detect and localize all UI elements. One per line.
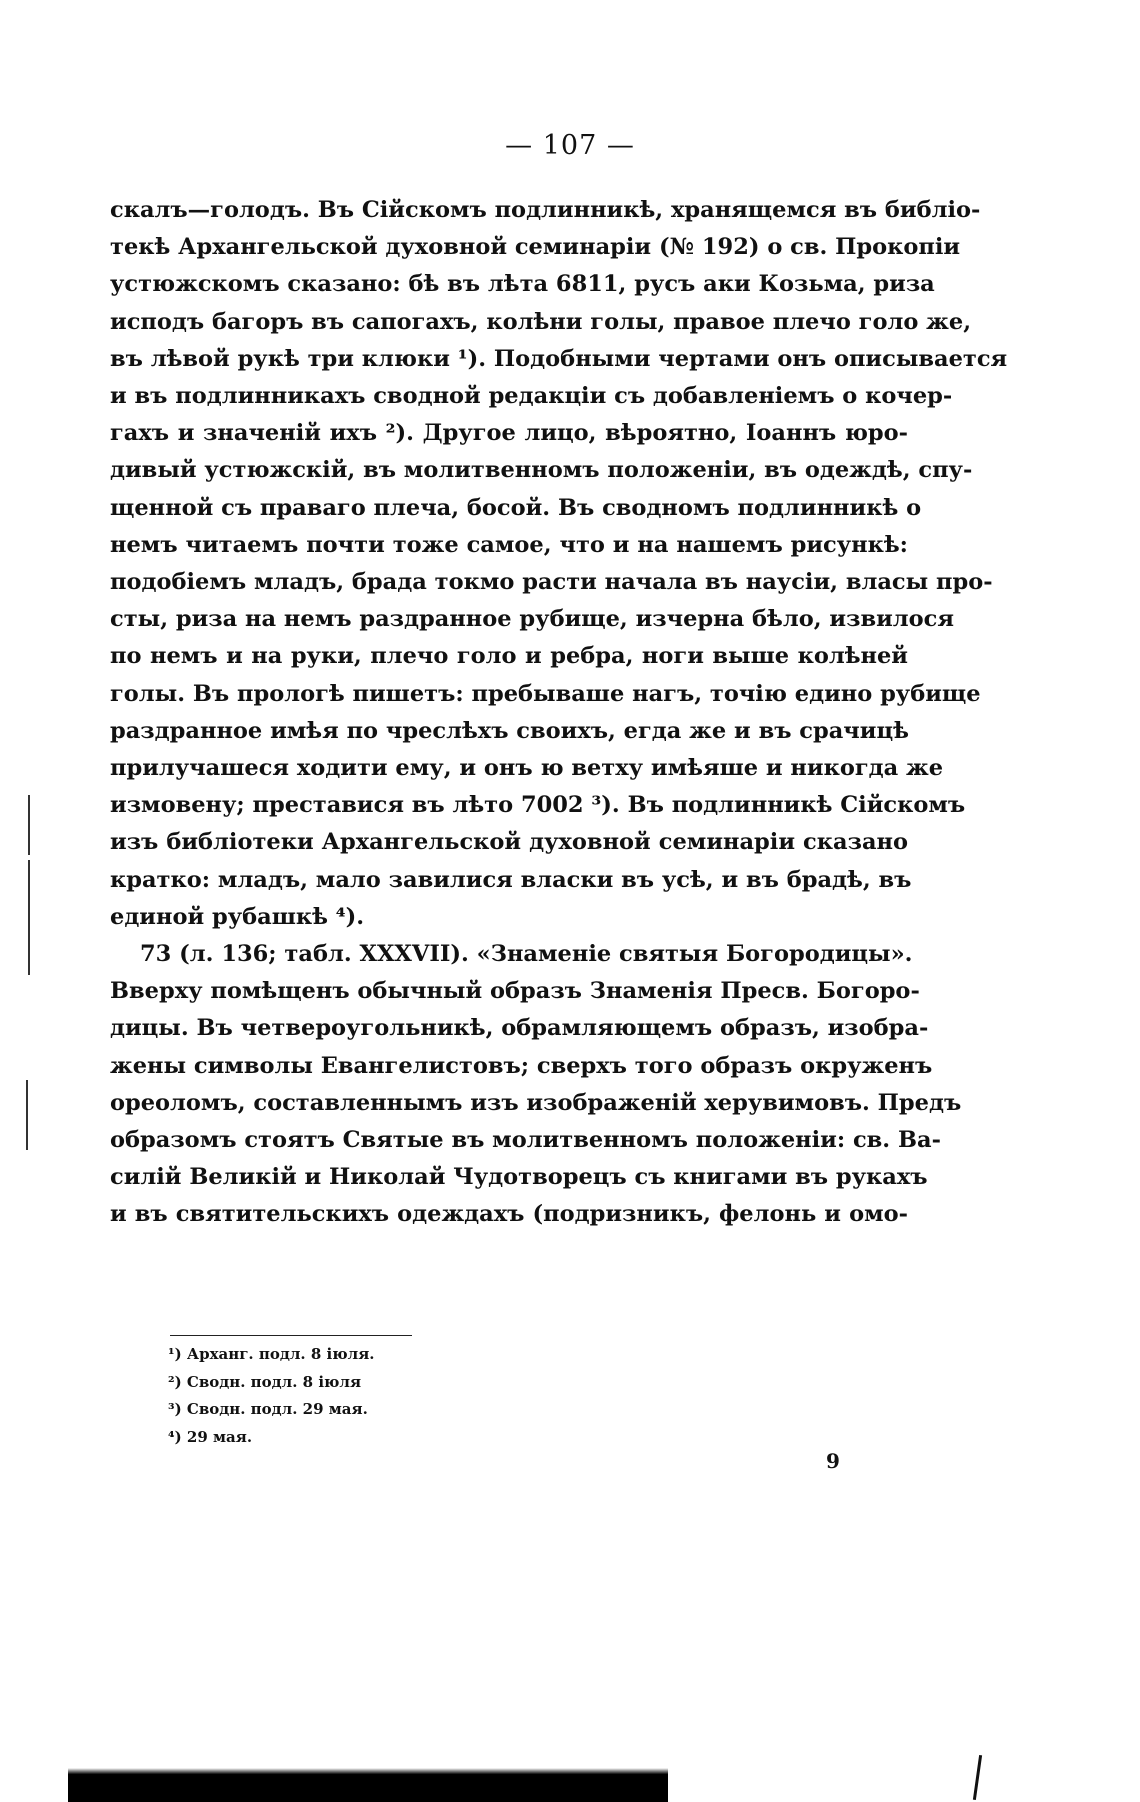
text-line: измовену; преставися въ лѣто 7002 ³). Въ подлинникѣ Сійскомъ xyxy=(110,792,966,819)
footnote: ¹) Арханг. подл. 8 іюля. xyxy=(168,1345,375,1363)
footnotes xyxy=(168,1341,375,1451)
text-line: ореоломъ, составленнымъ изъ изображеній херувимовъ. Предъ xyxy=(110,1089,962,1116)
text-line: раздранное имѣя по чреслѣхъ своихъ, егда же и въ срачицѣ xyxy=(110,717,909,744)
text-line: скалъ—голодъ. Въ Сійскомъ подлинникѣ, хранящемся въ библіо- xyxy=(110,197,981,223)
scan-edge-mark xyxy=(973,1755,982,1800)
text-line: подобіемъ младъ, брада токмо расти начала въ наусіи, власы про- xyxy=(110,569,993,596)
text-line: голы. Въ прологѣ пишетъ: пребываше нагъ, точію едино рубище xyxy=(110,680,981,707)
text-line: по немъ и на руки, плечо голо и ребра, ноги выше колѣней xyxy=(110,643,908,670)
text-line: и въ святительскихъ одеждахъ (подризникъ, фелонь и омо- xyxy=(110,1201,908,1228)
footnote: ⁴) 29 мая. xyxy=(168,1427,253,1446)
printer-signature-mark: 9 xyxy=(826,1449,840,1473)
text-line: гахъ и значеній ихъ ²). Другое лицо, вѣроятно, Іоаннъ юро- xyxy=(110,420,908,447)
text-line: кратко: младъ, мало завилися власки въ усѣ, и въ брадѣ, въ xyxy=(110,866,912,893)
text-line: единой рубашкѣ ⁴). xyxy=(110,903,365,930)
body-text xyxy=(110,192,1008,1234)
footnote-divider xyxy=(170,1335,412,1336)
scan-edge-bar xyxy=(68,1786,668,1802)
text-line: прилучашеся ходити ему, и онъ ю ветху имѣяше и никогда же xyxy=(110,755,944,782)
margin-scan-mark xyxy=(28,860,30,975)
text-line: дивый устюжскій, въ молитвенномъ положеніи, въ одеждѣ, спу- xyxy=(110,457,973,484)
text-line: въ лѣвой рукѣ три клюки ¹). Подобными чертами онъ описывается xyxy=(110,345,1008,372)
page-number: — 107 — xyxy=(505,130,635,161)
text-line: образомъ стоятъ Святые въ молитвенномъ положеніи: св. Ва- xyxy=(110,1127,941,1154)
text-line: дицы. Въ четвероугольникѣ, обрамляющемъ образъ, изобра- xyxy=(110,1015,929,1042)
text-line: и въ подлинникахъ сводной редакціи съ добавленіемъ о кочер- xyxy=(110,383,953,410)
text-line: устюжскомъ сказано: бѣ въ лѣта 6811, русъ аки Козьма, риза xyxy=(110,271,935,298)
text-line: силій Великій и Николай Чудотворецъ съ книгами въ рукахъ xyxy=(110,1164,928,1191)
text-line: жены символы Евангелистовъ; сверхъ того образъ окруженъ xyxy=(110,1052,933,1079)
margin-scan-mark xyxy=(26,1080,28,1150)
text-line: Вверху помѣщенъ обычный образъ Знаменія Пресв. Богоро- xyxy=(110,978,920,1005)
footnote: ²) Сводн. подл. 8 іюля xyxy=(168,1372,362,1391)
paragraph-start-line: 73 (л. 136; табл. XXXVII). «Знаменіе святыя Богородицы». xyxy=(140,941,913,968)
scan-edge-shadow xyxy=(68,1768,668,1786)
text-line: сты, риза на немъ раздранное рубище, изчерна бѣло, извилося xyxy=(110,606,954,633)
margin-scan-mark xyxy=(28,795,30,855)
text-line: исподъ багоръ въ сапогахъ, колѣни голы, правое плечо голо же, xyxy=(110,308,972,335)
text-line: щенной съ праваго плеча, босой. Въ сводномъ подлинникѣ о xyxy=(110,494,922,521)
text-line: текѣ Архангельской духовной семинаріи (№ 192) о св. Прокопіи xyxy=(110,234,961,261)
text-line: немъ читаемъ почти тоже самое, что и на нашемъ рисункѣ: xyxy=(110,531,908,558)
footnote: ³) Сводн. подл. 29 мая. xyxy=(168,1400,368,1418)
text-line: изъ библіотеки Архангельской духовной семинаріи сказано xyxy=(110,829,908,856)
